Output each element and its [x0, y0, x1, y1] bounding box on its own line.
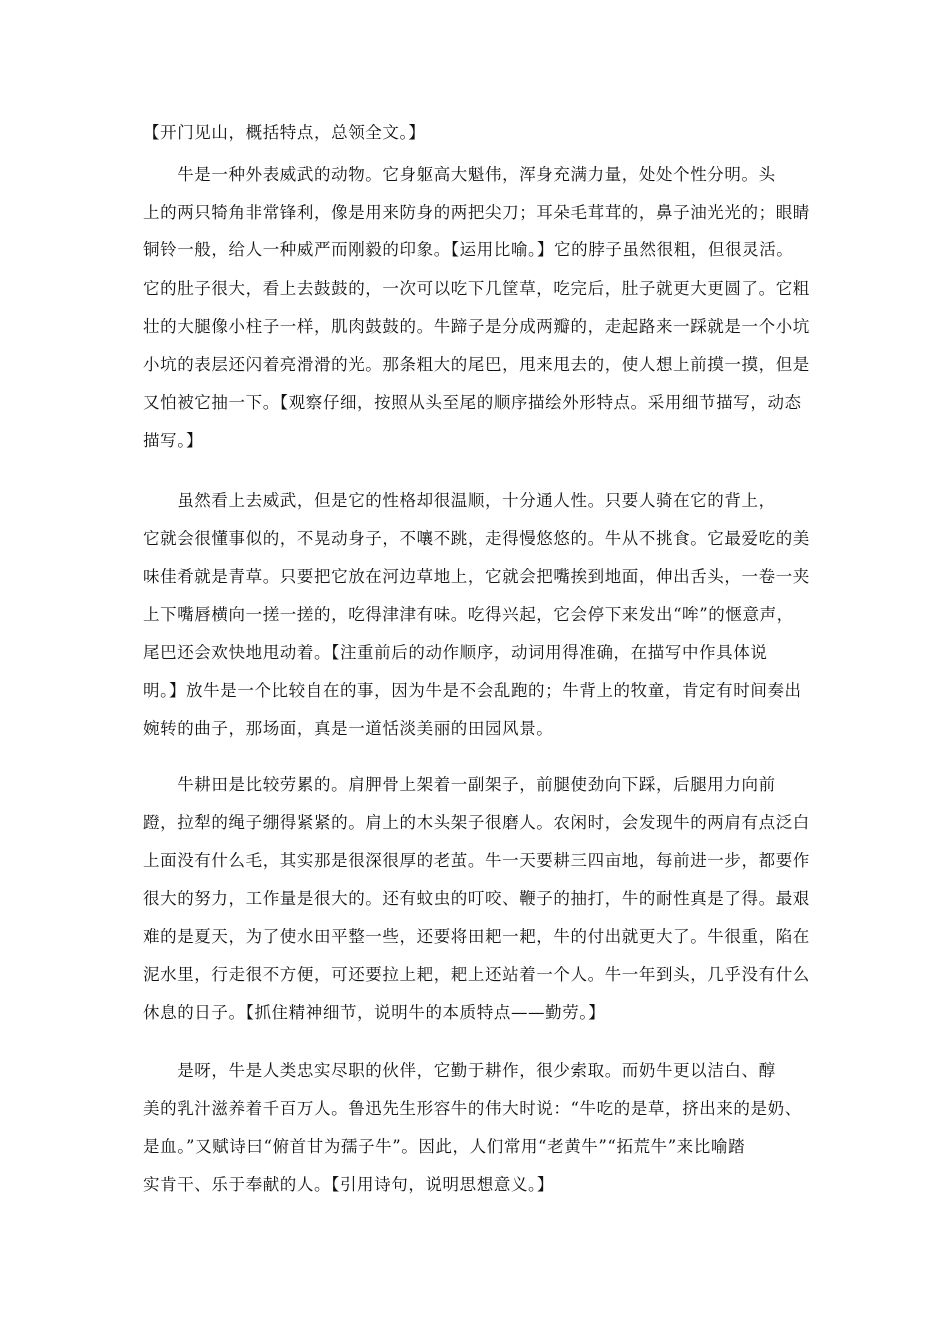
- text-line: 难的是夏天，为了使水田平整一些，还要将田耙一耙，牛的付出就更大了。牛很重，陷在: [143, 927, 810, 946]
- text-line: 上面没有什么毛，其实那是很深很厚的老茧。牛一天要耕三四亩地，每前进一步，都要作: [143, 851, 810, 870]
- text-line: 铜铃一般，给人一种威严而刚毅的印象。【运用比喻。】它的脖子虽然很粗，但很灵活。: [143, 240, 794, 259]
- text-line: 味佳肴就是青草。只要把它放在河边草地上，它就会把嘴挨到地面，伸出舌头，一卷一夹: [143, 567, 810, 586]
- text-line: 尾巴还会欢快地甩动着。【注重前后的动作顺序，动词用得准确，在描写中作具体说: [143, 643, 768, 662]
- text-line: 它的肚子很大，看上去鼓鼓的，一次可以吃下几筐草，吃完后，肚子就更大更圆了。它粗: [143, 279, 810, 298]
- text-line: 是血。”又赋诗曰“俯首甘为孺子牛”。因此，人们常用“老黄牛”“拓荒牛”来比喻踏: [143, 1137, 746, 1156]
- text-line: 上下嘴唇横向一搓一搓的，吃得津津有味。吃得兴起，它会停下来发出“哞”的惬意声，: [143, 605, 794, 624]
- text-line: 小坑的表层还闪着亮滑滑的光。那条粗大的尾巴，甩来甩去的，使人想上前摸一摸，但是: [143, 355, 810, 374]
- text-line: 壮的大腿像小柱子一样，肌肉鼓鼓的。牛蹄子是分成两瓣的，走起路来一踩就是一个小坑: [143, 317, 810, 336]
- text-line: 泥水里，行走很不方便，可还要拉上耙，耙上还站着一个人。牛一年到头，几乎没有什么: [143, 965, 810, 984]
- text-line: 婉转的曲子，那场面，真是一道恬淡美丽的田园风景。: [143, 719, 554, 738]
- text-line: 虽然看上去威武，但是它的性格却很温顺，十分通人性。只要人骑在它的背上，: [143, 491, 776, 510]
- text-line: 上的两只犄角非常锋利，像是用来防身的两把尖刀；耳朵毛茸茸的，鼻子油光光的；眼睛: [143, 203, 810, 222]
- text-line: 它就会很懂事似的，不晃动身子，不嚷不跳，走得慢悠悠的。牛从不挑食。它最爱吃的美: [143, 529, 810, 548]
- text-line: 描写。】: [143, 431, 204, 450]
- text-line: 很大的努力，工作量是很大的。还有蚊虫的叮咬、鞭子的抽打，牛的耐性真是了得。最艰: [143, 889, 810, 908]
- text-line: 明。】放牛是一个比较自在的事，因为牛是不会乱跑的；牛背上的牧童，肯定有时间奏出: [143, 681, 802, 700]
- text-line: 休息的日子。【抓住精神细节，说明牛的本质特点——勤劳。】: [143, 1003, 606, 1022]
- text-line: 又怕被它抽一下。【观察仔细，按照从头至尾的顺序描绘外形特点。采用细节描写，动态: [143, 393, 802, 412]
- text-line: 牛耕田是比较劳累的。肩胛骨上架着一副架子，前腿使劲向下踩，后腿用力向前: [143, 775, 776, 794]
- text-line: 美的乳汁滋养着千百万人。鲁迅先生形容牛的伟大时说：“牛吃的是草，挤出来的是奶、: [143, 1099, 802, 1118]
- text-line: 实肯干、乐于奉献的人。【引用诗句，说明思想意义。】: [143, 1175, 554, 1194]
- text-line: 是呀，牛是人类忠实尽职的伙伴，它勤于耕作，很少索取。而奶牛更以洁白、醇: [143, 1061, 776, 1080]
- text-line: 牛是一种外表威武的动物。它身躯高大魁伟，浑身充满力量，处处个性分明。头: [143, 165, 776, 184]
- text-line: 蹬，拉犁的绳子绷得紧紧的。肩上的木头架子很磨人。农闲时，会发现牛的两肩有点泛白: [143, 813, 810, 832]
- text-line: 【开门见山，概括特点，总领全文。】: [143, 123, 426, 142]
